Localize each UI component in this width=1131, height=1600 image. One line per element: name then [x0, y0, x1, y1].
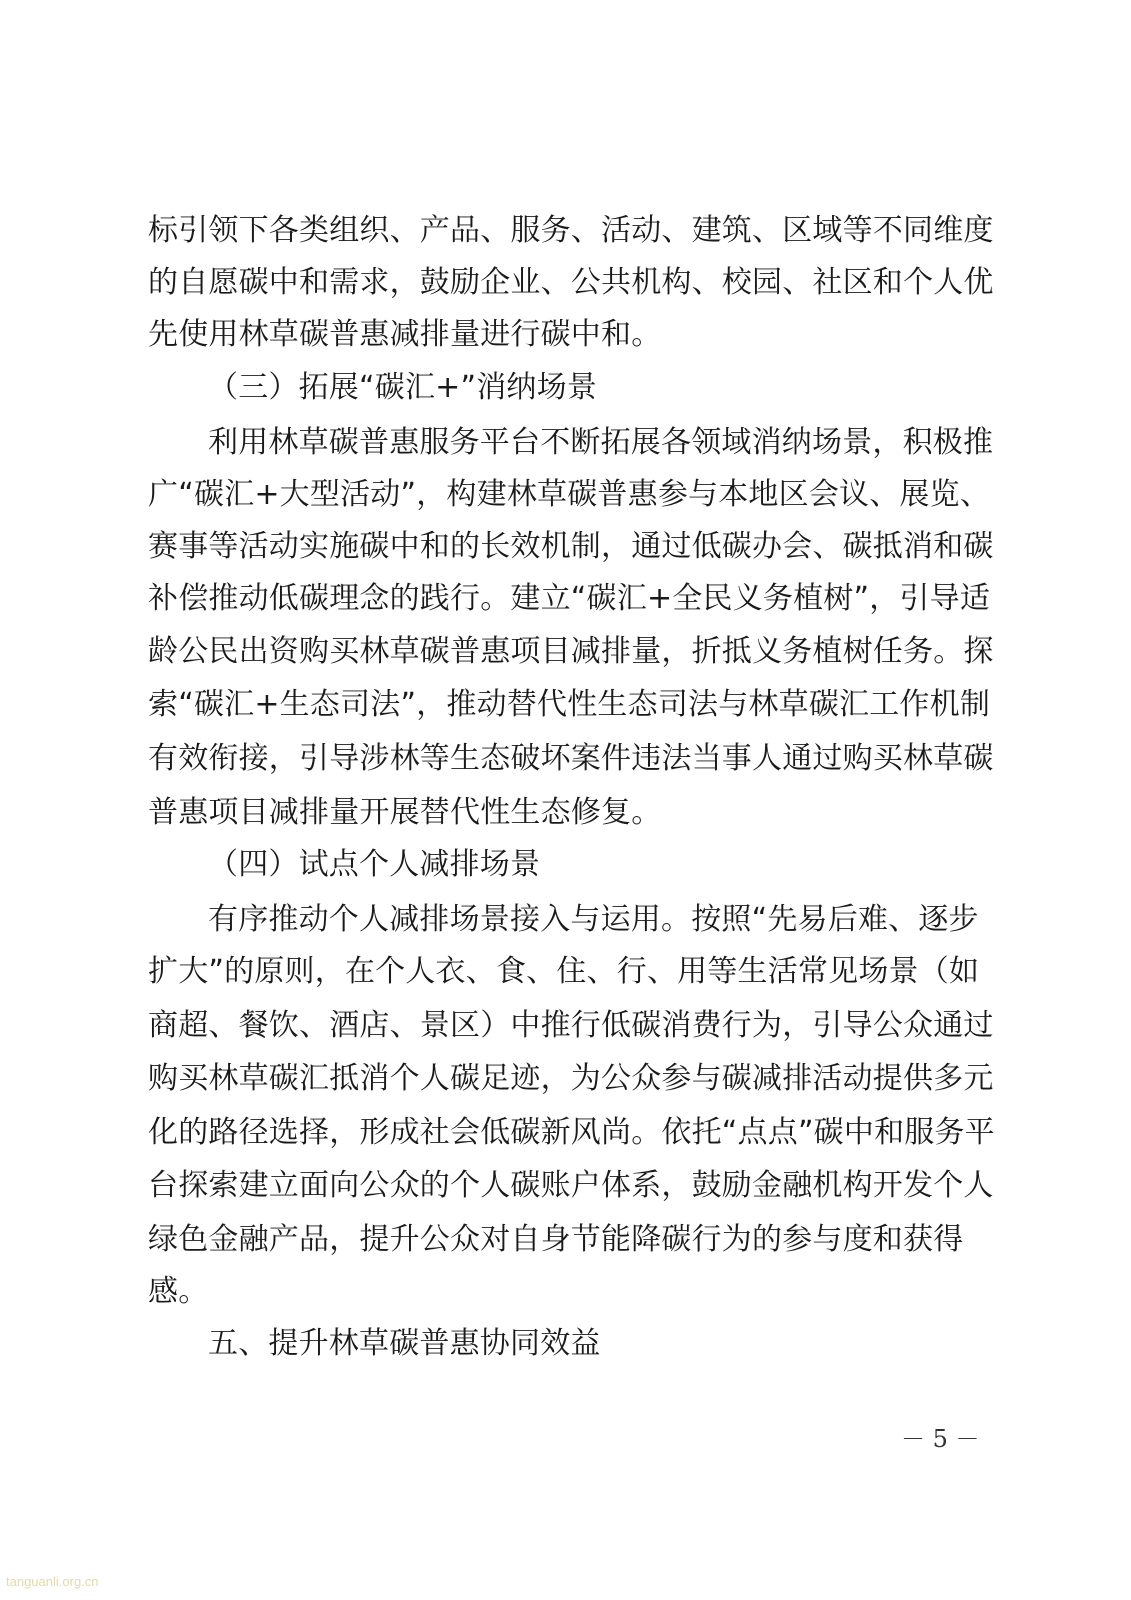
section-heading: （三）拓展“碳汇+”消纳场景: [208, 370, 598, 405]
paragraph-line: 购买林草碳汇抵消个人碳足迹，为公众参与碳减排活动提供多元: [148, 1061, 994, 1096]
paragraph-line: 先使用林草碳普惠减排量进行碳中和。: [148, 317, 662, 352]
paragraph-line: 有序推动个人减排场景接入与运用。按照“先易后难、逐步: [208, 902, 979, 937]
section-heading: （四）试点个人减排场景: [208, 847, 541, 882]
paragraph-line: 扩大”的原则，在个人衣、食、住、行、用等生活常见场景（如: [148, 954, 980, 989]
paragraph-line: 龄公民出资购买林草碳普惠项目减排量，折抵义务植树任务。探: [148, 634, 994, 669]
paragraph-line: 化的路径选择，形成社会低碳新风尚。依托“点点”碳中和服务平: [148, 1115, 995, 1150]
paragraph-line: 的自愿碳中和需求，鼓励企业、公共机构、校园、社区和个人优: [148, 265, 994, 300]
chapter-heading: 五、提升林草碳普惠协同效益: [208, 1326, 601, 1361]
site-watermark: tanguanli.org.cn: [6, 1574, 99, 1589]
paragraph-line: 广“碳汇+大型活动”，构建林草碳普惠参与本地区会议、展览、: [148, 477, 991, 512]
paragraph-line: 感。: [148, 1274, 209, 1309]
paragraph-line: 普惠项目减排量开展替代性生态修复。: [148, 795, 662, 830]
paragraph-line: 台探索建立面向公众的个人碳账户体系，鼓励金融机构开发个人: [148, 1168, 994, 1203]
paragraph-line: 绿色金融产品，提升公众对自身节能降碳行为的参与度和获得: [148, 1222, 964, 1257]
paragraph-line: 索“碳汇+生态司法”，推动替代性生态司法与林草碳汇工作机制: [148, 687, 991, 722]
paragraph-line: 有效衔接，引导涉林等生态破坏案件违法当事人通过购买林草碳: [148, 741, 994, 776]
paragraph-line: 标引领下各类组织、产品、服务、活动、建筑、区域等不同维度: [148, 213, 994, 248]
paragraph-line: 利用林草碳普惠服务平台不断拓展各领域消纳场景，积极推: [208, 425, 994, 460]
paragraph-line: 赛事等活动实施碳中和的长效机制，通过低碳办会、碳抵消和碳: [148, 529, 994, 564]
paragraph-line: 补偿推动低碳理念的践行。建立“碳汇+全民义务植树”，引导适: [148, 581, 991, 616]
paragraph-line: 商超、餐饮、酒店、景区）中推行低碳消费行为，引导公众通过: [148, 1008, 994, 1043]
page-number: － 5 －: [901, 1425, 980, 1453]
